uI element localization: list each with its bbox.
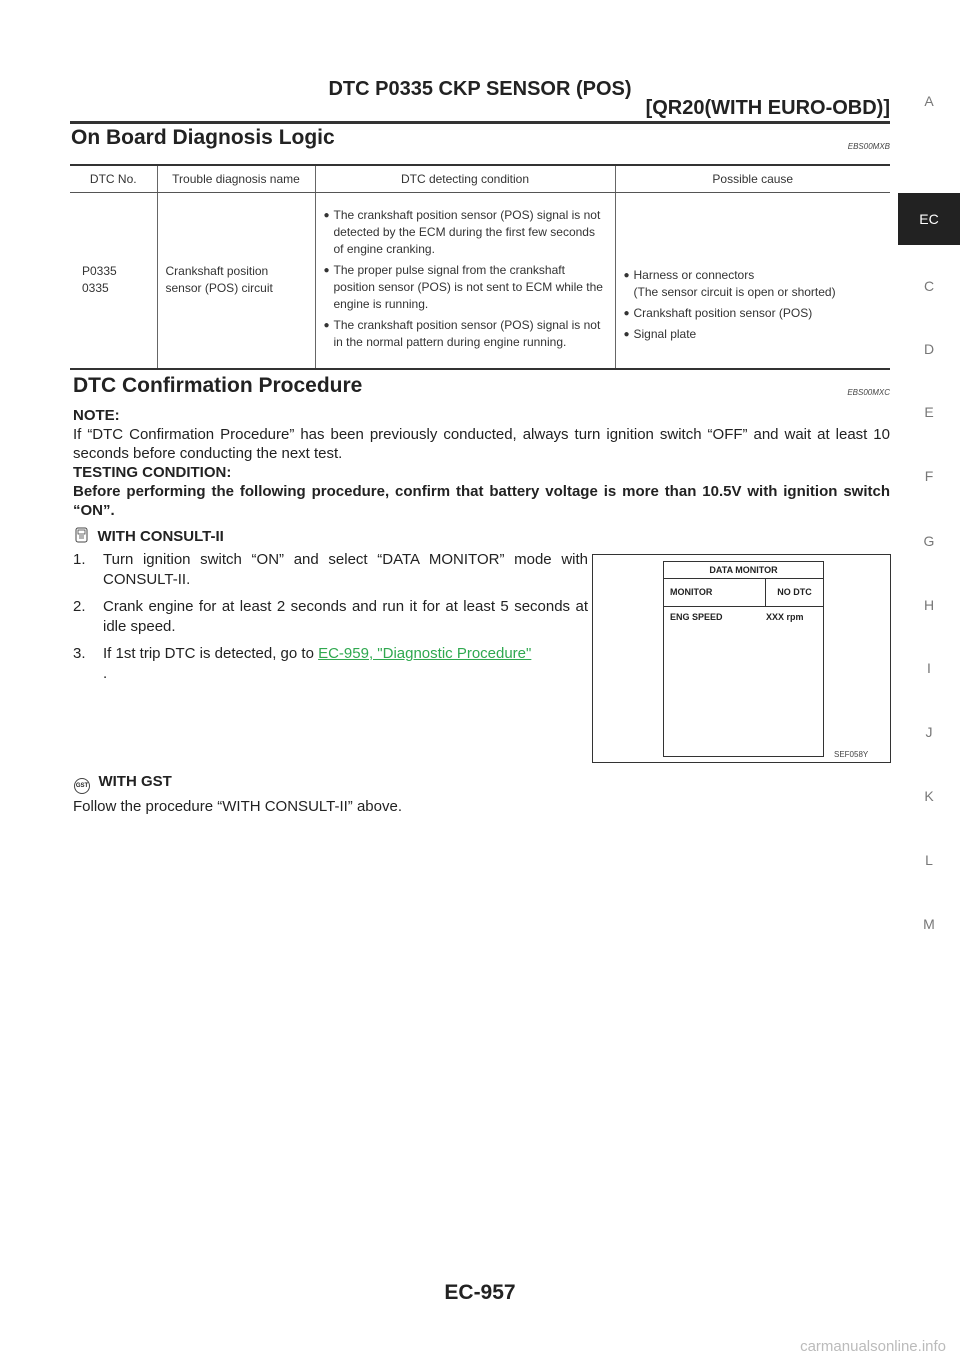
tab-letter-g[interactable]: G (923, 533, 935, 549)
note-block (73, 406, 890, 520)
tab-letter-f[interactable]: F (924, 468, 934, 484)
dtc-table (70, 164, 890, 370)
gst-icon: GST (74, 778, 90, 794)
procedure-steps (73, 550, 588, 691)
tab-letter-e[interactable]: E (924, 404, 934, 420)
page-header-subtitle: [QR20(WITH EURO-OBD)] (645, 97, 890, 119)
figure-id: SEF058Y (834, 750, 869, 759)
section-title-confirmation-procedure: DTC Confirmation Procedure (73, 374, 363, 397)
list-item: ● The crankshaft position sensor (POS) signal is not in the normal pattern during engine running. (324, 317, 607, 351)
diagnostic-procedure-link[interactable]: EC-959, "Diagnostic Procedure" (318, 645, 532, 662)
list-item: ● Crankshaft position sensor (POS) (624, 305, 883, 322)
data-monitor-panel (663, 561, 824, 757)
consult-heading (74, 527, 224, 546)
step-number: 2. (73, 598, 86, 615)
step-number: 1. (73, 551, 86, 568)
tab-letter-a[interactable]: A (924, 93, 934, 109)
cause-subtext: (The sensor circuit is open or shorted) (633, 285, 836, 299)
monitor-data-row (664, 607, 823, 627)
cell-possible-cause (615, 193, 890, 369)
step-text: Turn ignition switch “ON” and select “DATA MONITOR” mode with CONSULT-II. (103, 551, 588, 588)
col-header-possible-cause: Possible cause (615, 165, 890, 193)
section-tab-index (898, 0, 960, 1358)
col-header-trouble-name: Trouble diagnosis name (157, 165, 315, 193)
dtc-code: P0335 (82, 264, 117, 279)
section-ref-code: EBS00MXB (847, 142, 890, 151)
note-text: If “DTC Confirmation Procedure” has been previously conducted, always turn ignition switch “OFF” and wait at least 10 seconds before conducting the next test. (73, 426, 890, 462)
monitor-header-row (664, 579, 823, 607)
tab-letter-m[interactable]: M (923, 916, 935, 932)
cause-text: Harness or connectors (633, 268, 755, 282)
tab-letter-l[interactable]: L (925, 852, 933, 868)
tab-letter-i[interactable]: I (927, 660, 931, 676)
tab-letter-k[interactable]: K (924, 788, 934, 804)
monitor-title: DATA MONITOR (664, 562, 823, 579)
list-item (624, 267, 883, 301)
step-number: 3. (73, 645, 86, 662)
table-row (70, 193, 890, 369)
monitor-row-value: XXX rpm (766, 612, 804, 622)
cell-dtc-no (70, 193, 157, 369)
gst-heading (74, 773, 172, 794)
cell-detecting-condition (315, 193, 615, 369)
list-item (73, 550, 588, 590)
tab-letter-d[interactable]: D (923, 341, 935, 357)
section-title-diagnosis-logic: On Board Diagnosis Logic (71, 126, 335, 149)
list-item: ● Signal plate (624, 326, 883, 343)
monitor-row-label: ENG SPEED (670, 612, 723, 622)
cell-trouble-name (157, 193, 315, 369)
list-item (73, 644, 588, 684)
list-item: ● The proper pulse signal from the crankshaft position sensor (POS) is not sent to ECM while the engine is running. (324, 262, 607, 313)
watermark: carmanualsonline.info (800, 1338, 946, 1355)
testing-condition-label: TESTING CONDITION: (73, 464, 232, 481)
gst-text: Follow the procedure “WITH CONSULT-II” above. (73, 798, 402, 815)
col-header-detecting-condition: DTC detecting condition (315, 165, 615, 193)
table-header-row (70, 165, 890, 193)
consult-tool-icon (74, 527, 89, 543)
dtc-code-alt: 0335 (82, 281, 109, 296)
page-header-title: DTC P0335 CKP SENSOR (POS) (328, 78, 632, 100)
tab-letter-h[interactable]: H (923, 597, 935, 613)
tab-letter-ec[interactable]: EC (898, 193, 960, 245)
monitor-status: NO DTC (777, 587, 812, 597)
tab-letter-c[interactable]: C (923, 278, 935, 294)
col-header-dtc-no: DTC No. (70, 165, 157, 193)
consult-heading-text: WITH CONSULT-II (97, 528, 224, 545)
trouble-name-line: Crankshaft position (165, 264, 269, 279)
monitor-col-label: MONITOR (664, 579, 766, 606)
testing-condition-text: Before performing the following procedure, confirm that battery voltage is more than 10.5V with ignition switch “ON”. (73, 483, 890, 519)
note-label: NOTE: (73, 407, 120, 424)
gst-heading-text: WITH GST (98, 773, 172, 790)
header-rule (70, 121, 890, 124)
page-number: EC-957 (444, 1281, 516, 1304)
trouble-name-line: sensor (POS) circuit (165, 281, 273, 296)
step-text: If 1st trip DTC is detected, go to (103, 645, 319, 662)
tab-letter-j[interactable]: J (925, 724, 933, 740)
section-ref-code: EBS00MXC (847, 388, 890, 397)
list-item: ● The crankshaft position sensor (POS) signal is not detected by the ECM during the first few seconds of engine cranking. (324, 207, 607, 258)
step-text-end: . (103, 665, 108, 682)
list-item (73, 597, 588, 637)
step-text: Crank engine for at least 2 seconds and run it for at least 5 seconds at idle speed. (103, 598, 588, 635)
